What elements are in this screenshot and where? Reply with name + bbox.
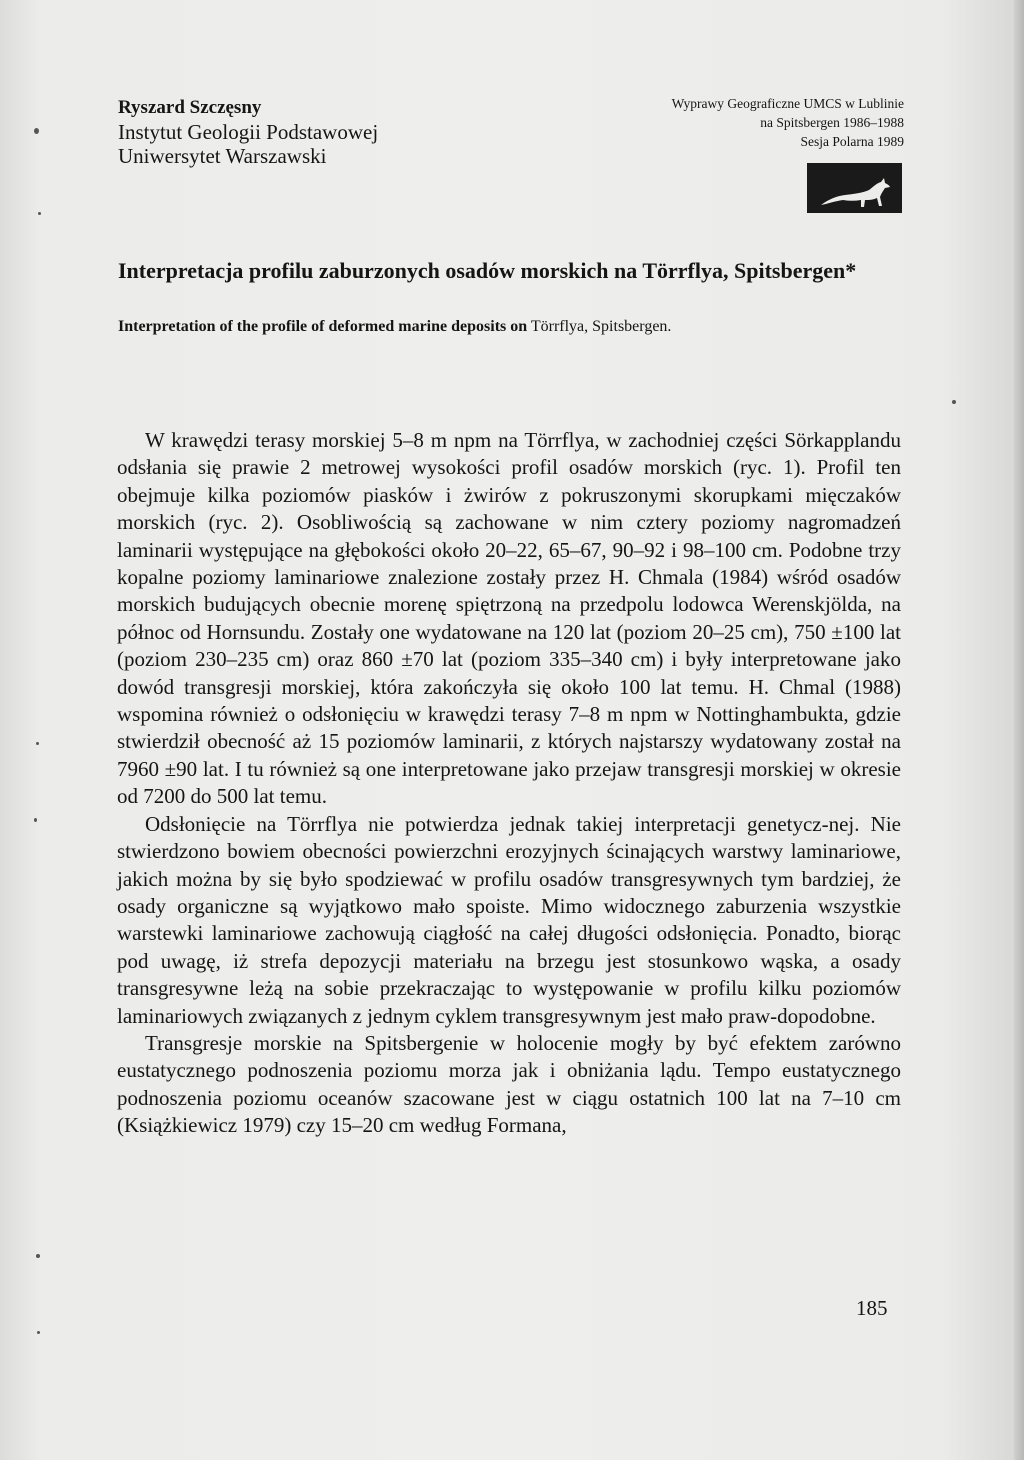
- series-line-1: Wyprawy Geograficzne UMCS w Lublinie: [671, 96, 904, 111]
- author-institute: Instytut Geologii Podstawowej: [118, 120, 379, 144]
- scan-speck: [952, 400, 956, 404]
- article-title-polish: Interpretacja profilu zaburzonych osadów morskich na Törrflya, Spitsbergen*: [118, 258, 857, 283]
- scan-speck: [34, 818, 37, 822]
- author-university: Uniwersytet Warszawski: [118, 144, 327, 168]
- scan-speck: [37, 1331, 40, 1334]
- scan-speck: [34, 128, 39, 134]
- series-block: [544, 94, 904, 151]
- paragraph-1: W krawędzi terasy morskiej 5–8 m npm na Törrflya, w zachodniej części Sörkapplandu odsłania się prawie 2 metrowej wysokości profil osadów morskich (ryc. 1). Profil ten obejmuje kilka poziomów piasków i żwirów z pokruszonymi skorupkami mięczaków morskich (ryc. 2). Osobliwością są zachowane w nim cztery poziomy nagromadzeń laminarii występujące na głębokości około 20–22, 65–67, 90–92 i 98–100 cm. Podobne trzy kopalne poziomy laminariowe znalezione zostały przez H. Chmala (1984) wśród osadów morskich budujących obecnie morenę spiętrzoną na przedpolu lodowca Werenskjölda, na północ od Hornsundu. Zostały one wydatowane na 120 lat (poziom 20–25 cm), 750 ±100 lat (poziom 230–235 cm) oraz 860 ±70 lat (poziom 335–340 cm) i były interpretowane jako dowód transgresji morskiej, która zakończyła się około 100 lat temu. H. Chmal (1988) wspomina również o odsłonięciu w krawędzi terasy 7–8 m npm w Nottinghambukta, gdzie stwierdził obecność aż 15 poziomów laminarii, z których najstarszy wydatowany został na 7960 ±90 lat. I tu również są one interpretowane jako przejaw transgresji morskiej w okresie od 7200 do 500 lat temu.: [117, 428, 901, 809]
- author-name: Ryszard Szczęsny: [118, 97, 262, 118]
- arctic-fox-logo-icon: [807, 163, 902, 213]
- paragraph-3: Transgresje morskie na Spitsbergenie w holocenie mogły by być efektem zarówno eustatycznego podnoszenia poziomu morza jak i obniżania lądu. Tempo eustatycznego podnoszenia poziomu oceanów szacowane jest w ciągu ostatnich 100 lat na 7–10 cm (Książkiewicz 1979) czy 15–20 cm według Formana,: [117, 1030, 901, 1138]
- article-body: [117, 427, 901, 1140]
- article-title-english-rest: Törrflya, Spitsbergen.: [527, 318, 672, 335]
- author-block: [118, 96, 378, 168]
- paragraph-2: Odsłonięcie na Törrflya nie potwierdza jednak takiej interpretacji genetycz-nej. Nie stwierdzono bowiem obecności powierzchni erozyjnych ścinających warstwy laminariowe, jakich można by się było spodziewać w profilu osadów transgresywnych tym bardziej, że osady organiczne są wyjątkowo mało spoiste. Mimo widocznego zaburzenia wszystkie warstewki laminariowe zachowują ciągłość na całej długości odsłonięcia. Ponadto, biorąc pod uwagę, iż strefa depozycji materiału na brzegu jest stosunkowo wąska, a osady transgresywne leżą na sobie przekraczając to występowanie w profilu kilku poziomów laminariowych związanych z jednym cyklem transgresywnym jest mało praw-dopodobne.: [117, 811, 901, 1028]
- series-line-3: Sesja Polarna 1989: [800, 134, 904, 149]
- article-title-english-bold: Interpretation of the profile of deformed marine deposits on: [118, 318, 528, 335]
- series-line-2: na Spitsbergen 1986–1988: [760, 115, 904, 130]
- scan-speck: [36, 1254, 40, 1258]
- scan-speck: [36, 742, 39, 745]
- page-number: 185: [856, 1296, 888, 1320]
- scan-speck: [38, 212, 41, 215]
- article-title-english: [118, 318, 671, 336]
- page-edge-shadow: [1014, 0, 1024, 1460]
